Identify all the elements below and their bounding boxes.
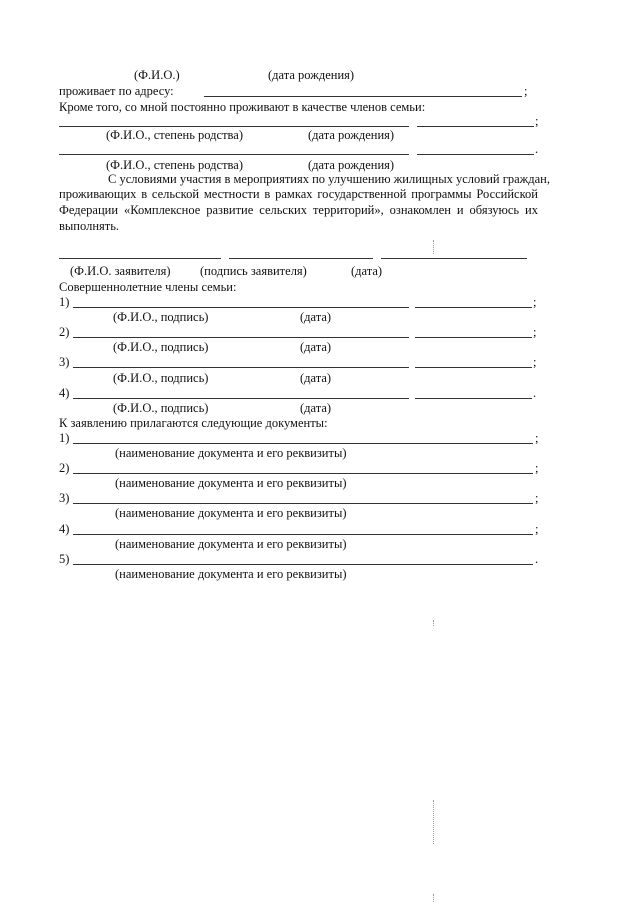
- agreement-paragraph-line-4: выполнять.: [59, 219, 120, 233]
- document-3-caption: (наименование документа и его реквизиты): [115, 506, 347, 520]
- adult-member-1-number: 1): [59, 295, 70, 309]
- family-member-2-name-field[interactable]: [59, 154, 409, 155]
- family-member-2-date-caption: (дата рождения): [308, 158, 395, 172]
- address-label: проживает по адресу:: [59, 84, 174, 98]
- adult-member-3-number: 3): [59, 355, 70, 369]
- agreement-paragraph-line-1: С условиями участия в мероприятиях по улучшению жилищных условий граждан,: [108, 172, 550, 186]
- family-member-2-date-field[interactable]: [417, 154, 534, 155]
- address-field[interactable]: [204, 96, 522, 97]
- documents-heading: К заявлению прилагаются следующие документы:: [59, 416, 328, 430]
- family-member-1-end-punct: ;: [535, 114, 539, 128]
- scan-fold-mark: [433, 800, 434, 844]
- adult-member-1-end-punct: ;: [533, 295, 537, 309]
- family-member-2-end-punct: .: [535, 142, 539, 156]
- adult-member-2-date-field[interactable]: [415, 337, 532, 338]
- adult-member-2-end-punct: ;: [533, 325, 537, 339]
- birth-date-caption: (дата рождения): [268, 68, 355, 82]
- scan-fold-mark: [433, 240, 434, 254]
- document-2-end-punct: ;: [535, 461, 539, 475]
- adult-member-4-name-caption: (Ф.И.О., подпись): [113, 401, 209, 415]
- document-1-end-punct: ;: [535, 431, 539, 445]
- agreement-paragraph-line-2: проживающих в сельской местности в рамках государственной программы Российской: [59, 187, 538, 201]
- fio-caption: (Ф.И.О.): [134, 68, 180, 82]
- adult-member-1-date-field[interactable]: [415, 307, 532, 308]
- adult-member-2-date-caption: (дата): [300, 340, 332, 354]
- address-end-punct: ;: [524, 84, 528, 98]
- adult-member-2-number: 2): [59, 325, 70, 339]
- adult-member-4-name-field[interactable]: [73, 398, 409, 399]
- document-4-caption: (наименование документа и его реквизиты): [115, 537, 347, 551]
- document-2-number: 2): [59, 461, 70, 475]
- document-3-end-punct: ;: [535, 491, 539, 505]
- applicant-fio-field[interactable]: [59, 258, 221, 259]
- applicant-signature-caption: (подпись заявителя): [200, 264, 307, 278]
- family-member-1-date-caption: (дата рождения): [308, 128, 395, 142]
- scan-fold-mark: [433, 620, 434, 626]
- family-intro-text: Кроме того, со мной постоянно проживают в качестве членов семьи:: [59, 100, 426, 114]
- document-3-field[interactable]: [73, 503, 533, 504]
- family-member-2-name-caption: (Ф.И.О., степень родства): [106, 158, 243, 172]
- adult-member-4-date-caption: (дата): [300, 401, 332, 415]
- adult-member-1-name-caption: (Ф.И.О., подпись): [113, 310, 209, 324]
- adult-member-1-date-caption: (дата): [300, 310, 332, 324]
- document-3-number: 3): [59, 491, 70, 505]
- document-2-field[interactable]: [73, 473, 533, 474]
- adult-members-heading: Совершеннолетние члены семьи:: [59, 280, 237, 294]
- family-member-1-name-caption: (Ф.И.О., степень родства): [106, 128, 243, 142]
- applicant-fio-caption: (Ф.И.О. заявителя): [70, 264, 171, 278]
- applicant-date-field[interactable]: [381, 258, 527, 259]
- document-4-end-punct: ;: [535, 522, 539, 536]
- family-member-1-date-field[interactable]: [417, 126, 534, 127]
- document-5-number: 5): [59, 552, 70, 566]
- document-1-field[interactable]: [73, 443, 533, 444]
- adult-member-2-name-caption: (Ф.И.О., подпись): [113, 340, 209, 354]
- document-1-number: 1): [59, 431, 70, 445]
- adult-member-1-name-field[interactable]: [73, 307, 409, 308]
- document-2-caption: (наименование документа и его реквизиты): [115, 476, 347, 490]
- document-5-caption: (наименование документа и его реквизиты): [115, 567, 347, 581]
- applicant-date-caption: (дата): [351, 264, 383, 278]
- adult-member-2-name-field[interactable]: [73, 337, 409, 338]
- family-member-1-name-field[interactable]: [59, 126, 409, 127]
- adult-member-3-name-field[interactable]: [73, 367, 409, 368]
- document-4-number: 4): [59, 522, 70, 536]
- document-5-end-punct: .: [535, 552, 539, 566]
- applicant-signature-field[interactable]: [229, 258, 373, 259]
- adult-member-4-number: 4): [59, 386, 70, 400]
- adult-member-3-date-caption: (дата): [300, 371, 332, 385]
- adult-member-4-date-field[interactable]: [415, 398, 532, 399]
- scan-fold-mark: [433, 894, 434, 902]
- adult-member-4-end-punct: .: [533, 386, 537, 400]
- document-4-field[interactable]: [73, 534, 533, 535]
- adult-member-3-end-punct: ;: [533, 355, 537, 369]
- adult-member-3-name-caption: (Ф.И.О., подпись): [113, 371, 209, 385]
- document-1-caption: (наименование документа и его реквизиты): [115, 446, 347, 460]
- adult-member-3-date-field[interactable]: [415, 367, 532, 368]
- document-5-field[interactable]: [73, 564, 533, 565]
- agreement-paragraph-line-3: Федерации «Комплексное развитие сельских территорий», ознакомлен и обязуюсь их: [59, 203, 538, 217]
